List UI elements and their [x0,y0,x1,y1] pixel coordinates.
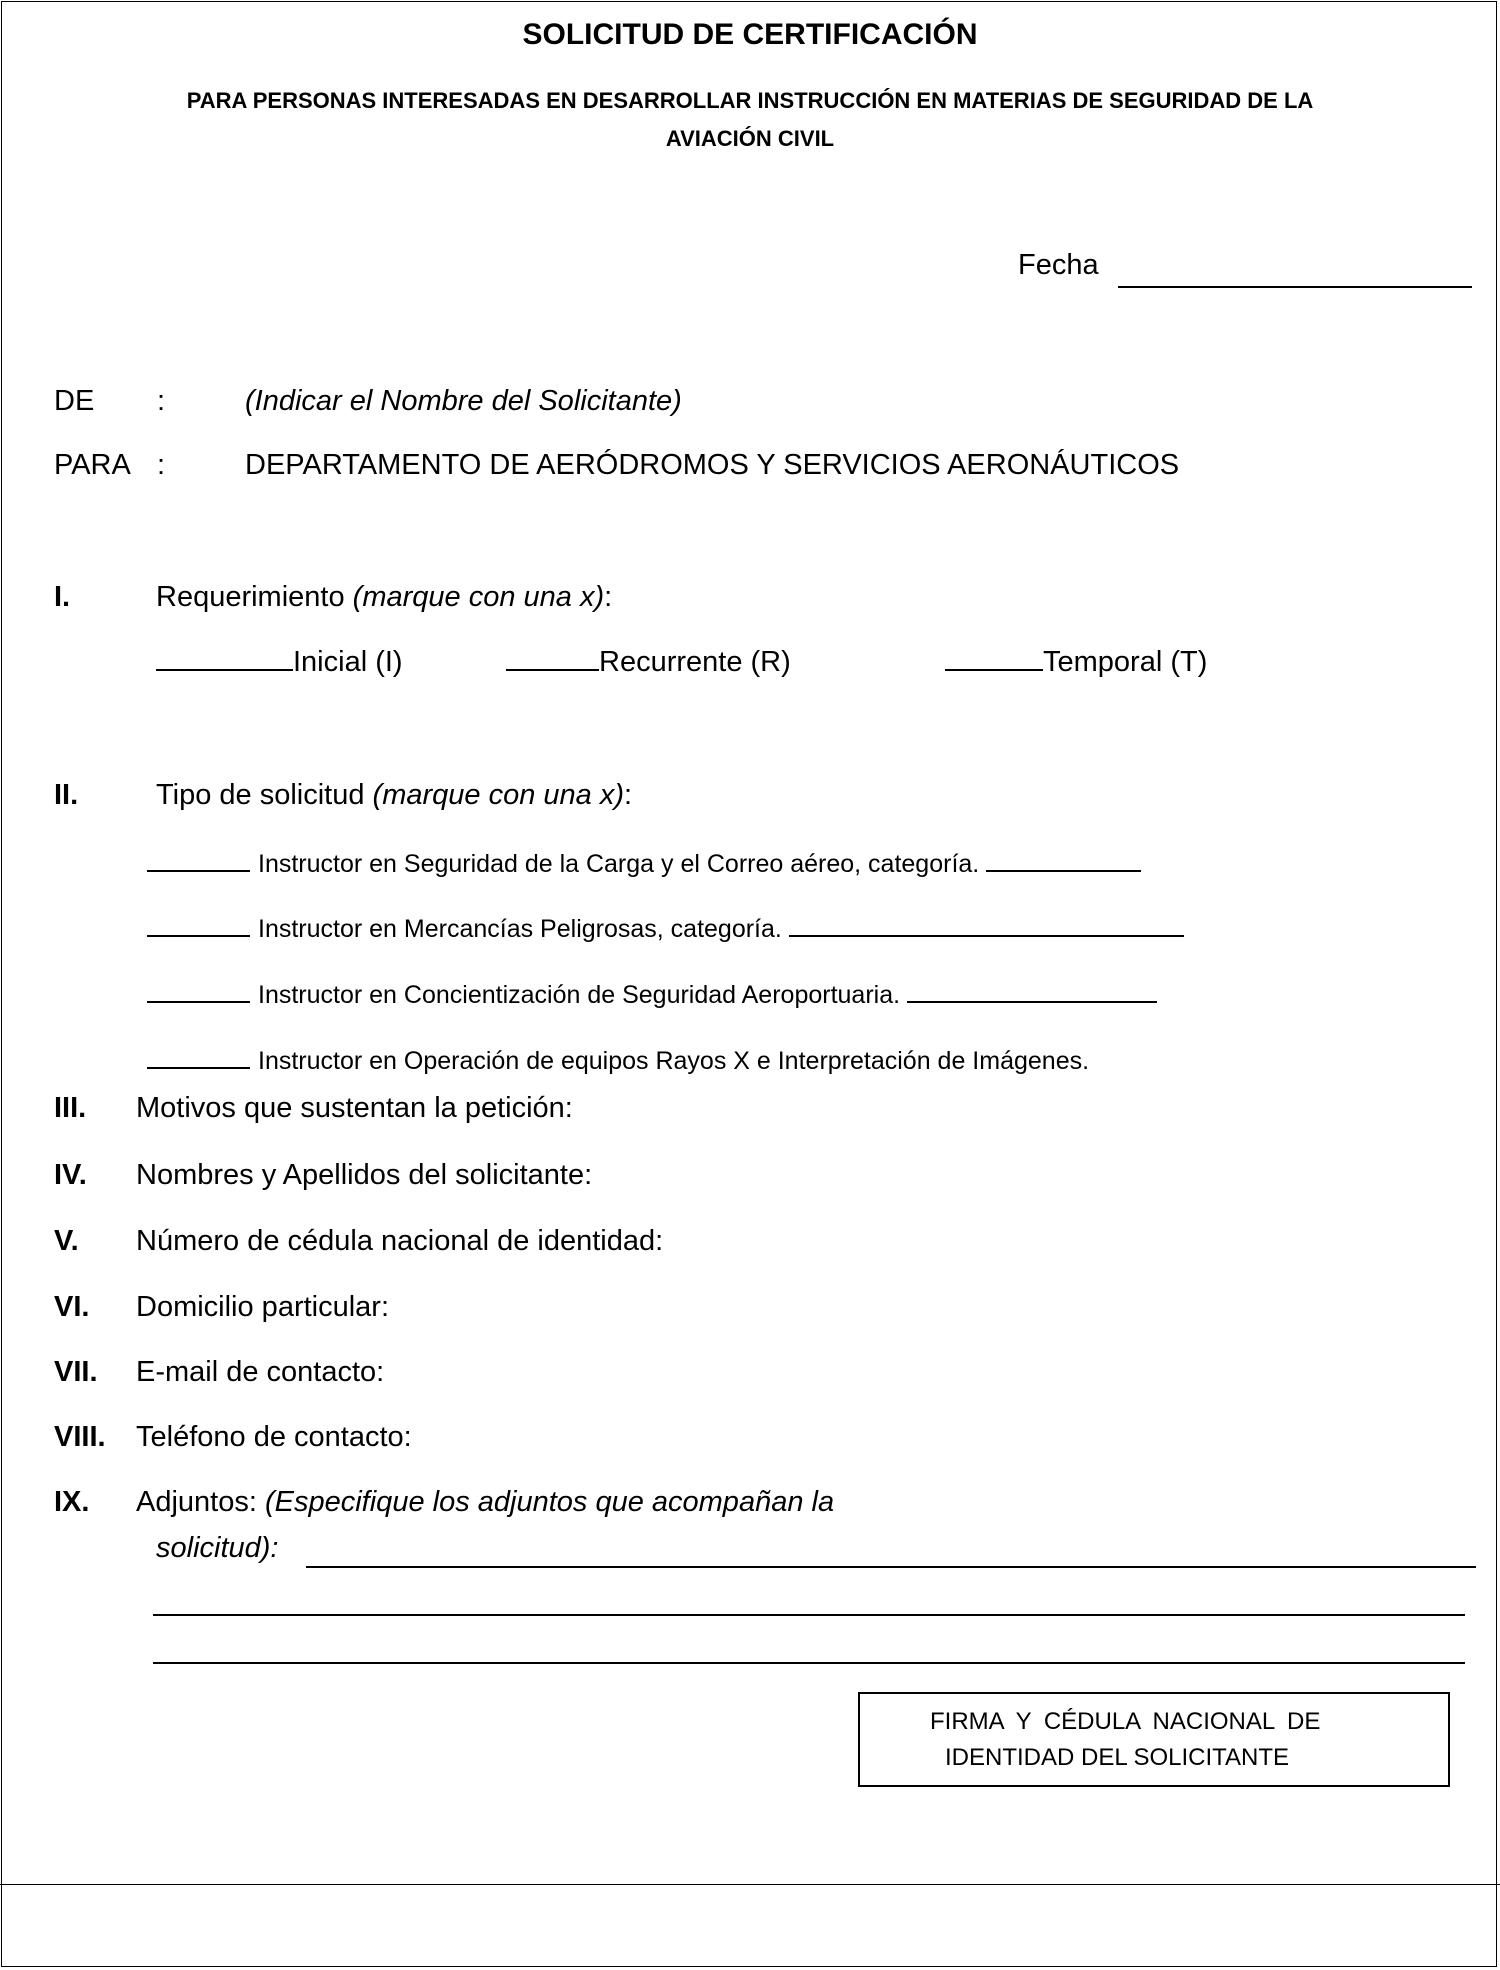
section-1-heading [156,580,612,614]
field-number: III. [54,1092,87,1124]
checkbox-blank[interactable] [147,915,250,937]
categoria-field[interactable] [986,850,1141,872]
checkbox-blank[interactable] [506,645,599,671]
para-value: DEPARTAMENTO DE AERÓDROMOS Y SERVICIOS AERONÁUTICOS [245,449,1180,481]
signature-box[interactable] [858,1692,1450,1787]
section-9-hint: (Especifique los adjuntos que acompañan la [264,1486,835,1518]
section-2-heading [156,778,632,812]
adjuntos-line-2[interactable] [153,1614,1465,1616]
field-number: IV. [54,1159,87,1191]
option-label: Temporal (T) [1043,646,1208,678]
section-9-number: IX. [54,1486,90,1518]
checkbox-blank[interactable] [156,645,293,671]
footer-divider [0,1884,1500,1885]
de-value: (Indicar el Nombre del Solicitante) [245,385,682,417]
section-9-hint-cont: solicitud): [156,1532,279,1564]
field-number: V. [54,1225,79,1257]
field-email: E-mail de contacto: [136,1356,385,1388]
checkbox-blank[interactable] [945,645,1043,671]
section-2-colon: : [624,779,633,811]
field-domicilio: Domicilio particular: [136,1291,390,1323]
option-temporal[interactable] [945,645,1207,679]
fecha-field[interactable] [1118,286,1472,288]
section-2-hint: (marque con una x) [372,779,625,811]
signature-label-line2: IDENTIDAD DEL SOLICITANTE [945,1744,1290,1771]
para-colon: : [157,449,166,481]
adjuntos-line-3[interactable] [153,1662,1465,1664]
de-label: DE [54,385,95,417]
field-number: VI. [54,1291,90,1323]
section-1-label: Requerimiento [156,581,353,613]
field-nombres: Nombres y Apellidos del solicitante: [136,1159,593,1191]
section-1-hint: (marque con una x) [352,581,605,613]
categoria-field[interactable] [789,915,1184,937]
field-number: VII. [54,1356,98,1388]
section-9-label: Adjuntos: [136,1486,265,1518]
section-1-colon: : [604,581,613,613]
checkbox-blank[interactable] [147,981,250,1003]
section-2-number: II. [54,779,79,811]
tipo-option-rayos-x[interactable] [147,1046,1089,1076]
form-subtitle: PARA PERSONAS INTERESADAS EN DESARROLLAR INSTRUCCIÓN EN MATERIAS DE SEGURIDAD DE LA AVIACIÓN CIVIL [186,88,1314,151]
option-label: Recurrente (R) [599,646,791,678]
option-label: Instructor en Seguridad de la Carga y el Correo aéreo, categoría. [258,850,980,878]
checkbox-blank[interactable] [147,850,250,872]
fecha-label: Fecha [1018,249,1099,281]
extra-field[interactable] [907,981,1157,1003]
tipo-option-mercancias[interactable] [147,914,1184,944]
field-motivos: Motivos que sustentan la petición: [136,1092,573,1124]
section-9-heading [136,1485,834,1519]
option-recurrente[interactable] [506,645,791,679]
section-2-label: Tipo de solicitud [156,779,373,811]
field-cedula: Número de cédula nacional de identidad: [136,1225,664,1257]
checkbox-blank[interactable] [147,1047,250,1069]
option-label: Instructor en Concientización de Seguridad Aeroportuaria. [258,981,901,1009]
option-label: Instructor en Mercancías Peligrosas, categoría. [258,915,782,943]
tipo-option-concientizacion[interactable] [147,980,1157,1010]
form-title: SOLICITUD DE CERTIFICACIÓN [522,18,978,51]
option-label: Instructor en Operación de equipos Rayos X e Interpretación de Imágenes. [258,1047,1090,1075]
signature-label-line1: FIRMA Y CÉDULA NACIONAL DE [930,1708,1321,1735]
para-label: PARA [54,449,131,481]
option-label: Inicial (I) [293,646,403,678]
field-telefono: Teléfono de contacto: [136,1421,412,1453]
adjuntos-line-1[interactable] [306,1566,1476,1568]
field-number: VIII. [54,1421,106,1453]
tipo-option-carga[interactable] [147,849,1141,879]
option-inicial[interactable] [156,645,403,679]
de-colon: : [157,385,166,417]
section-1-number: I. [54,581,71,613]
